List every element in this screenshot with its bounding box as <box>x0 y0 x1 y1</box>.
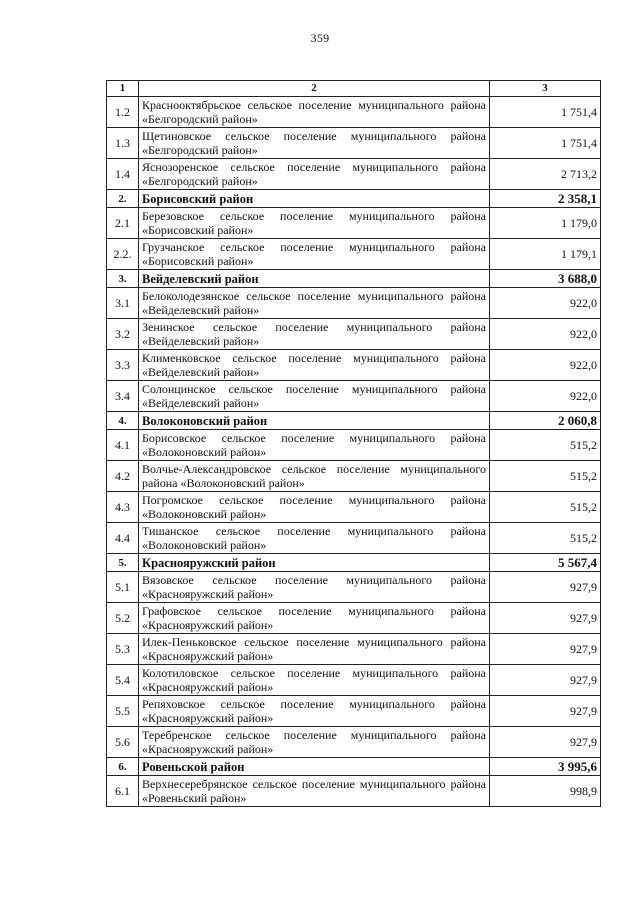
row-number-cell: 5.5 <box>107 696 139 727</box>
row-name-cell: Теребренское сельское поселение муниципального района «Краснояружский район» <box>139 727 490 758</box>
row-number-cell: 5.6 <box>107 727 139 758</box>
row-value-cell: 998,9 <box>490 776 601 807</box>
district-total-row <box>107 190 601 208</box>
settlement-row <box>107 492 601 523</box>
row-value-cell: 922,0 <box>490 319 601 350</box>
row-name-cell: Белоколодезянское сельское поселение муниципального района «Вейделевский район» <box>139 288 490 319</box>
row-name-cell: Яснозоренское сельское поселение муниципального района «Белгородский район» <box>139 159 490 190</box>
settlement-row <box>107 430 601 461</box>
row-name-cell: Репяховское сельское поселение муниципального района «Краснояружский район» <box>139 696 490 727</box>
row-name-cell: Зенинское сельское поселение муниципального района «Вейделевский район» <box>139 319 490 350</box>
row-number-cell: 5.2 <box>107 603 139 634</box>
row-number-cell: 3.4 <box>107 381 139 412</box>
row-number-cell: 5.1 <box>107 572 139 603</box>
settlement-row <box>107 461 601 492</box>
row-number-cell: 2.1 <box>107 208 139 239</box>
row-name-cell: Верхнесеребрянское сельское поселение муниципального района «Ровеньский район» <box>139 776 490 807</box>
row-number-cell: 4.4 <box>107 523 139 554</box>
row-name-cell: Колотиловское сельское поселение муниципального района «Краснояружский район» <box>139 665 490 696</box>
settlement-row <box>107 159 601 190</box>
row-number-cell: 2.2. <box>107 239 139 270</box>
row-number-cell: 1.2 <box>107 97 139 128</box>
row-value-cell: 515,2 <box>490 523 601 554</box>
row-name-cell: Краснооктябрьское сельское поселение муниципального района «Белгородский район» <box>139 97 490 128</box>
row-number-cell: 6.1 <box>107 776 139 807</box>
row-value-cell: 927,9 <box>490 634 601 665</box>
row-value-cell: 927,9 <box>490 727 601 758</box>
settlement-row <box>107 239 601 270</box>
row-value-cell: 2 060,8 <box>490 412 601 430</box>
row-name-cell: Солонцинское сельское поселение муниципального района «Вейделевский район» <box>139 381 490 412</box>
row-number-cell: 5.3 <box>107 634 139 665</box>
settlement-row <box>107 128 601 159</box>
row-value-cell: 515,2 <box>490 430 601 461</box>
row-name-cell: Волоконовский район <box>139 412 490 430</box>
row-name-cell: Графовское сельское поселение муниципального района «Краснояружский район» <box>139 603 490 634</box>
row-number-cell: 3.1 <box>107 288 139 319</box>
district-total-row <box>107 270 601 288</box>
settlement-row <box>107 696 601 727</box>
row-value-cell: 922,0 <box>490 350 601 381</box>
row-name-cell: Вязовское сельское поселение муниципального района «Краснояружский район» <box>139 572 490 603</box>
row-name-cell: Вейделевский район <box>139 270 490 288</box>
row-name-cell: Илек-Пеньковское сельское поселение муниципального района «Краснояружский район» <box>139 634 490 665</box>
row-value-cell: 927,9 <box>490 665 601 696</box>
table-body <box>107 81 601 807</box>
row-value-cell: 2 713,2 <box>490 159 601 190</box>
row-number-cell: 2. <box>107 190 139 208</box>
column-header-number: 1 <box>107 81 139 97</box>
row-number-cell: 6. <box>107 758 139 776</box>
column-header-name: 2 <box>139 81 490 97</box>
page-number: 359 <box>310 31 330 45</box>
settlement-row <box>107 208 601 239</box>
row-value-cell: 1 179,0 <box>490 208 601 239</box>
row-number-cell: 4.1 <box>107 430 139 461</box>
district-total-row <box>107 412 601 430</box>
district-total-row <box>107 758 601 776</box>
settlement-row <box>107 727 601 758</box>
settlement-row <box>107 572 601 603</box>
row-number-cell: 4.3 <box>107 492 139 523</box>
row-name-cell: Ровеньской район <box>139 758 490 776</box>
row-value-cell: 927,9 <box>490 603 601 634</box>
row-name-cell: Краснояружский район <box>139 554 490 572</box>
row-name-cell: Клименковское сельское поселение муниципального района «Вейделевский район» <box>139 350 490 381</box>
row-name-cell: Тишанское сельское поселение муниципального района «Волоконовский район» <box>139 523 490 554</box>
row-value-cell: 515,2 <box>490 461 601 492</box>
row-value-cell: 1 751,4 <box>490 128 601 159</box>
row-value-cell: 5 567,4 <box>490 554 601 572</box>
row-value-cell: 3 995,6 <box>490 758 601 776</box>
row-number-cell: 3.2 <box>107 319 139 350</box>
row-value-cell: 515,2 <box>490 492 601 523</box>
row-value-cell: 927,9 <box>490 572 601 603</box>
row-value-cell: 3 688,0 <box>490 270 601 288</box>
row-number-cell: 3. <box>107 270 139 288</box>
district-total-row <box>107 554 601 572</box>
row-value-cell: 922,0 <box>490 381 601 412</box>
row-number-cell: 1.4 <box>107 159 139 190</box>
row-name-cell: Волчье-Александровское сельское поселение муниципального района «Волоконовский район» <box>139 461 490 492</box>
settlement-row <box>107 776 601 807</box>
settlement-row <box>107 350 601 381</box>
column-header-value: 3 <box>490 81 601 97</box>
row-value-cell: 927,9 <box>490 696 601 727</box>
row-value-cell: 1 751,4 <box>490 97 601 128</box>
row-value-cell: 922,0 <box>490 288 601 319</box>
settlement-row <box>107 523 601 554</box>
row-name-cell: Щетиновское сельское поселение муниципального района «Белгородский район» <box>139 128 490 159</box>
row-number-cell: 1.3 <box>107 128 139 159</box>
settlement-row <box>107 288 601 319</box>
row-name-cell: Березовское сельское поселение муниципального района «Борисовский район» <box>139 208 490 239</box>
row-number-cell: 4.2 <box>107 461 139 492</box>
settlement-row <box>107 319 601 350</box>
row-number-cell: 5.4 <box>107 665 139 696</box>
row-name-cell: Грузчанское сельское поселение муниципального района «Борисовский район» <box>139 239 490 270</box>
row-name-cell: Борисовское сельское поселение муниципального района «Волоконовский район» <box>139 430 490 461</box>
row-value-cell: 1 179,1 <box>490 239 601 270</box>
row-name-cell: Погромское сельское поселение муниципального района «Волоконовский район» <box>139 492 490 523</box>
settlement-row <box>107 634 601 665</box>
settlement-row <box>107 97 601 128</box>
row-number-cell: 3.3 <box>107 350 139 381</box>
budget-table <box>106 80 601 807</box>
settlement-row <box>107 665 601 696</box>
row-value-cell: 2 358,1 <box>490 190 601 208</box>
row-number-cell: 4. <box>107 412 139 430</box>
settlement-row <box>107 381 601 412</box>
row-number-cell: 5. <box>107 554 139 572</box>
row-name-cell: Борисовский район <box>139 190 490 208</box>
header-row <box>107 81 601 97</box>
settlement-row <box>107 603 601 634</box>
